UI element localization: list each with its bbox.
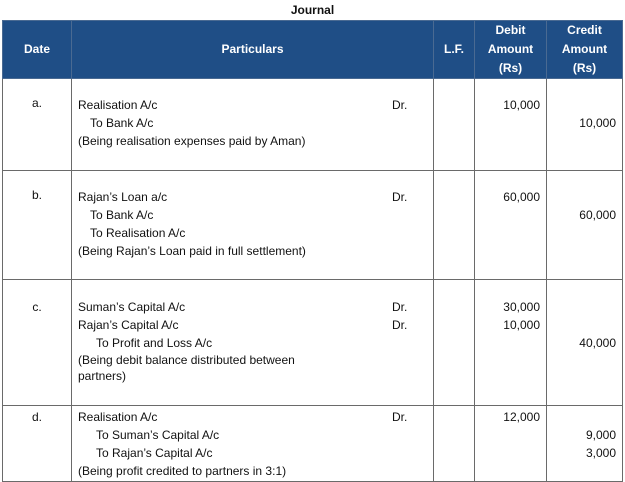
entry-debit [475, 171, 547, 280]
header-particulars: Particulars [72, 21, 434, 79]
spacer [547, 188, 616, 206]
credit-amount: 40,000 [579, 336, 616, 350]
spacer [547, 298, 616, 316]
entry-debit [475, 280, 547, 406]
journal-entry-d [3, 406, 623, 482]
credit-amount: 9,000 [585, 428, 616, 442]
particulars-line: To Realisation A/c [90, 226, 186, 240]
header-debit-line: Amount [487, 42, 534, 56]
particulars-line [78, 188, 429, 206]
spacer [547, 316, 616, 334]
entry-particulars [72, 280, 434, 406]
header-credit-line: Credit [567, 23, 602, 37]
entry-credit [547, 171, 623, 280]
spacer [547, 408, 616, 426]
entry-particulars [72, 79, 434, 171]
particulars-line: To Suman’s Capital A/c [96, 428, 220, 442]
entry-credit [547, 79, 623, 171]
narration: (Being debit balance distributed between partners) [78, 353, 295, 383]
debit-amount: 10,000 [503, 98, 540, 112]
account-name: Rajan’s Capital A/c [78, 318, 179, 332]
particulars-line: To Bank A/c [90, 116, 154, 130]
header-debit [475, 21, 547, 79]
particulars-line [78, 316, 429, 334]
header-credit-line: (Rs) [572, 61, 597, 75]
header-credit-line: Amount [561, 42, 608, 56]
credit-amount: 10,000 [579, 116, 616, 130]
credit-amount: 60,000 [579, 208, 616, 222]
debit-amount: 30,000 [503, 300, 540, 314]
header-debit-line: (Rs) [498, 61, 523, 75]
narration: (Being realisation expenses paid by Aman) [78, 134, 306, 148]
entry-date: d. [3, 406, 72, 482]
account-name: Rajan’s Loan a/c [78, 190, 168, 204]
entry-date: a. [3, 79, 72, 171]
dr-marker: Dr. [392, 318, 408, 332]
header-debit-line: Debit [495, 23, 526, 37]
narration: (Being profit credited to partners in 3:1) [78, 464, 287, 478]
entry-lf [434, 280, 475, 406]
particulars-line [78, 298, 429, 316]
dr-marker: Dr. [392, 98, 408, 112]
entry-lf [434, 406, 475, 482]
account-name: Realisation A/c [78, 410, 158, 424]
dr-marker: Dr. [392, 300, 408, 314]
journal-entry-a [3, 79, 623, 171]
particulars-line [78, 408, 429, 426]
particulars-line [78, 96, 429, 114]
particulars-line: To Bank A/c [90, 208, 154, 222]
journal-entry-c [3, 280, 623, 406]
entry-date: b. [3, 171, 72, 280]
entry-lf [434, 171, 475, 280]
particulars-line: To Profit and Loss A/c [96, 336, 213, 350]
dr-marker: Dr. [392, 410, 408, 424]
particulars-line: To Rajan’s Capital A/c [96, 446, 213, 460]
entry-debit [475, 406, 547, 482]
entry-particulars [72, 171, 434, 280]
account-name: Realisation A/c [78, 98, 158, 112]
entry-debit [475, 79, 547, 171]
entry-lf [434, 79, 475, 171]
journal-title: Journal [290, 3, 335, 17]
header-lf: L.F. [434, 21, 475, 79]
debit-amount: 12,000 [503, 410, 540, 424]
journal-entry-b [3, 171, 623, 280]
entry-particulars [72, 406, 434, 482]
entry-date: c. [3, 280, 72, 406]
header-row [3, 21, 623, 79]
debit-amount: 60,000 [503, 190, 540, 204]
narration: (Being Rajan’s Loan paid in full settlement) [78, 244, 306, 258]
credit-amount: 3,000 [585, 446, 616, 460]
spacer [547, 96, 616, 114]
debit-amount: 10,000 [503, 318, 540, 332]
journal-table [2, 20, 623, 482]
entry-credit [547, 280, 623, 406]
header-date: Date [3, 21, 72, 79]
entry-credit [547, 406, 623, 482]
account-name: Suman’s Capital A/c [78, 300, 186, 314]
dr-marker: Dr. [392, 190, 408, 204]
header-credit [547, 21, 623, 79]
